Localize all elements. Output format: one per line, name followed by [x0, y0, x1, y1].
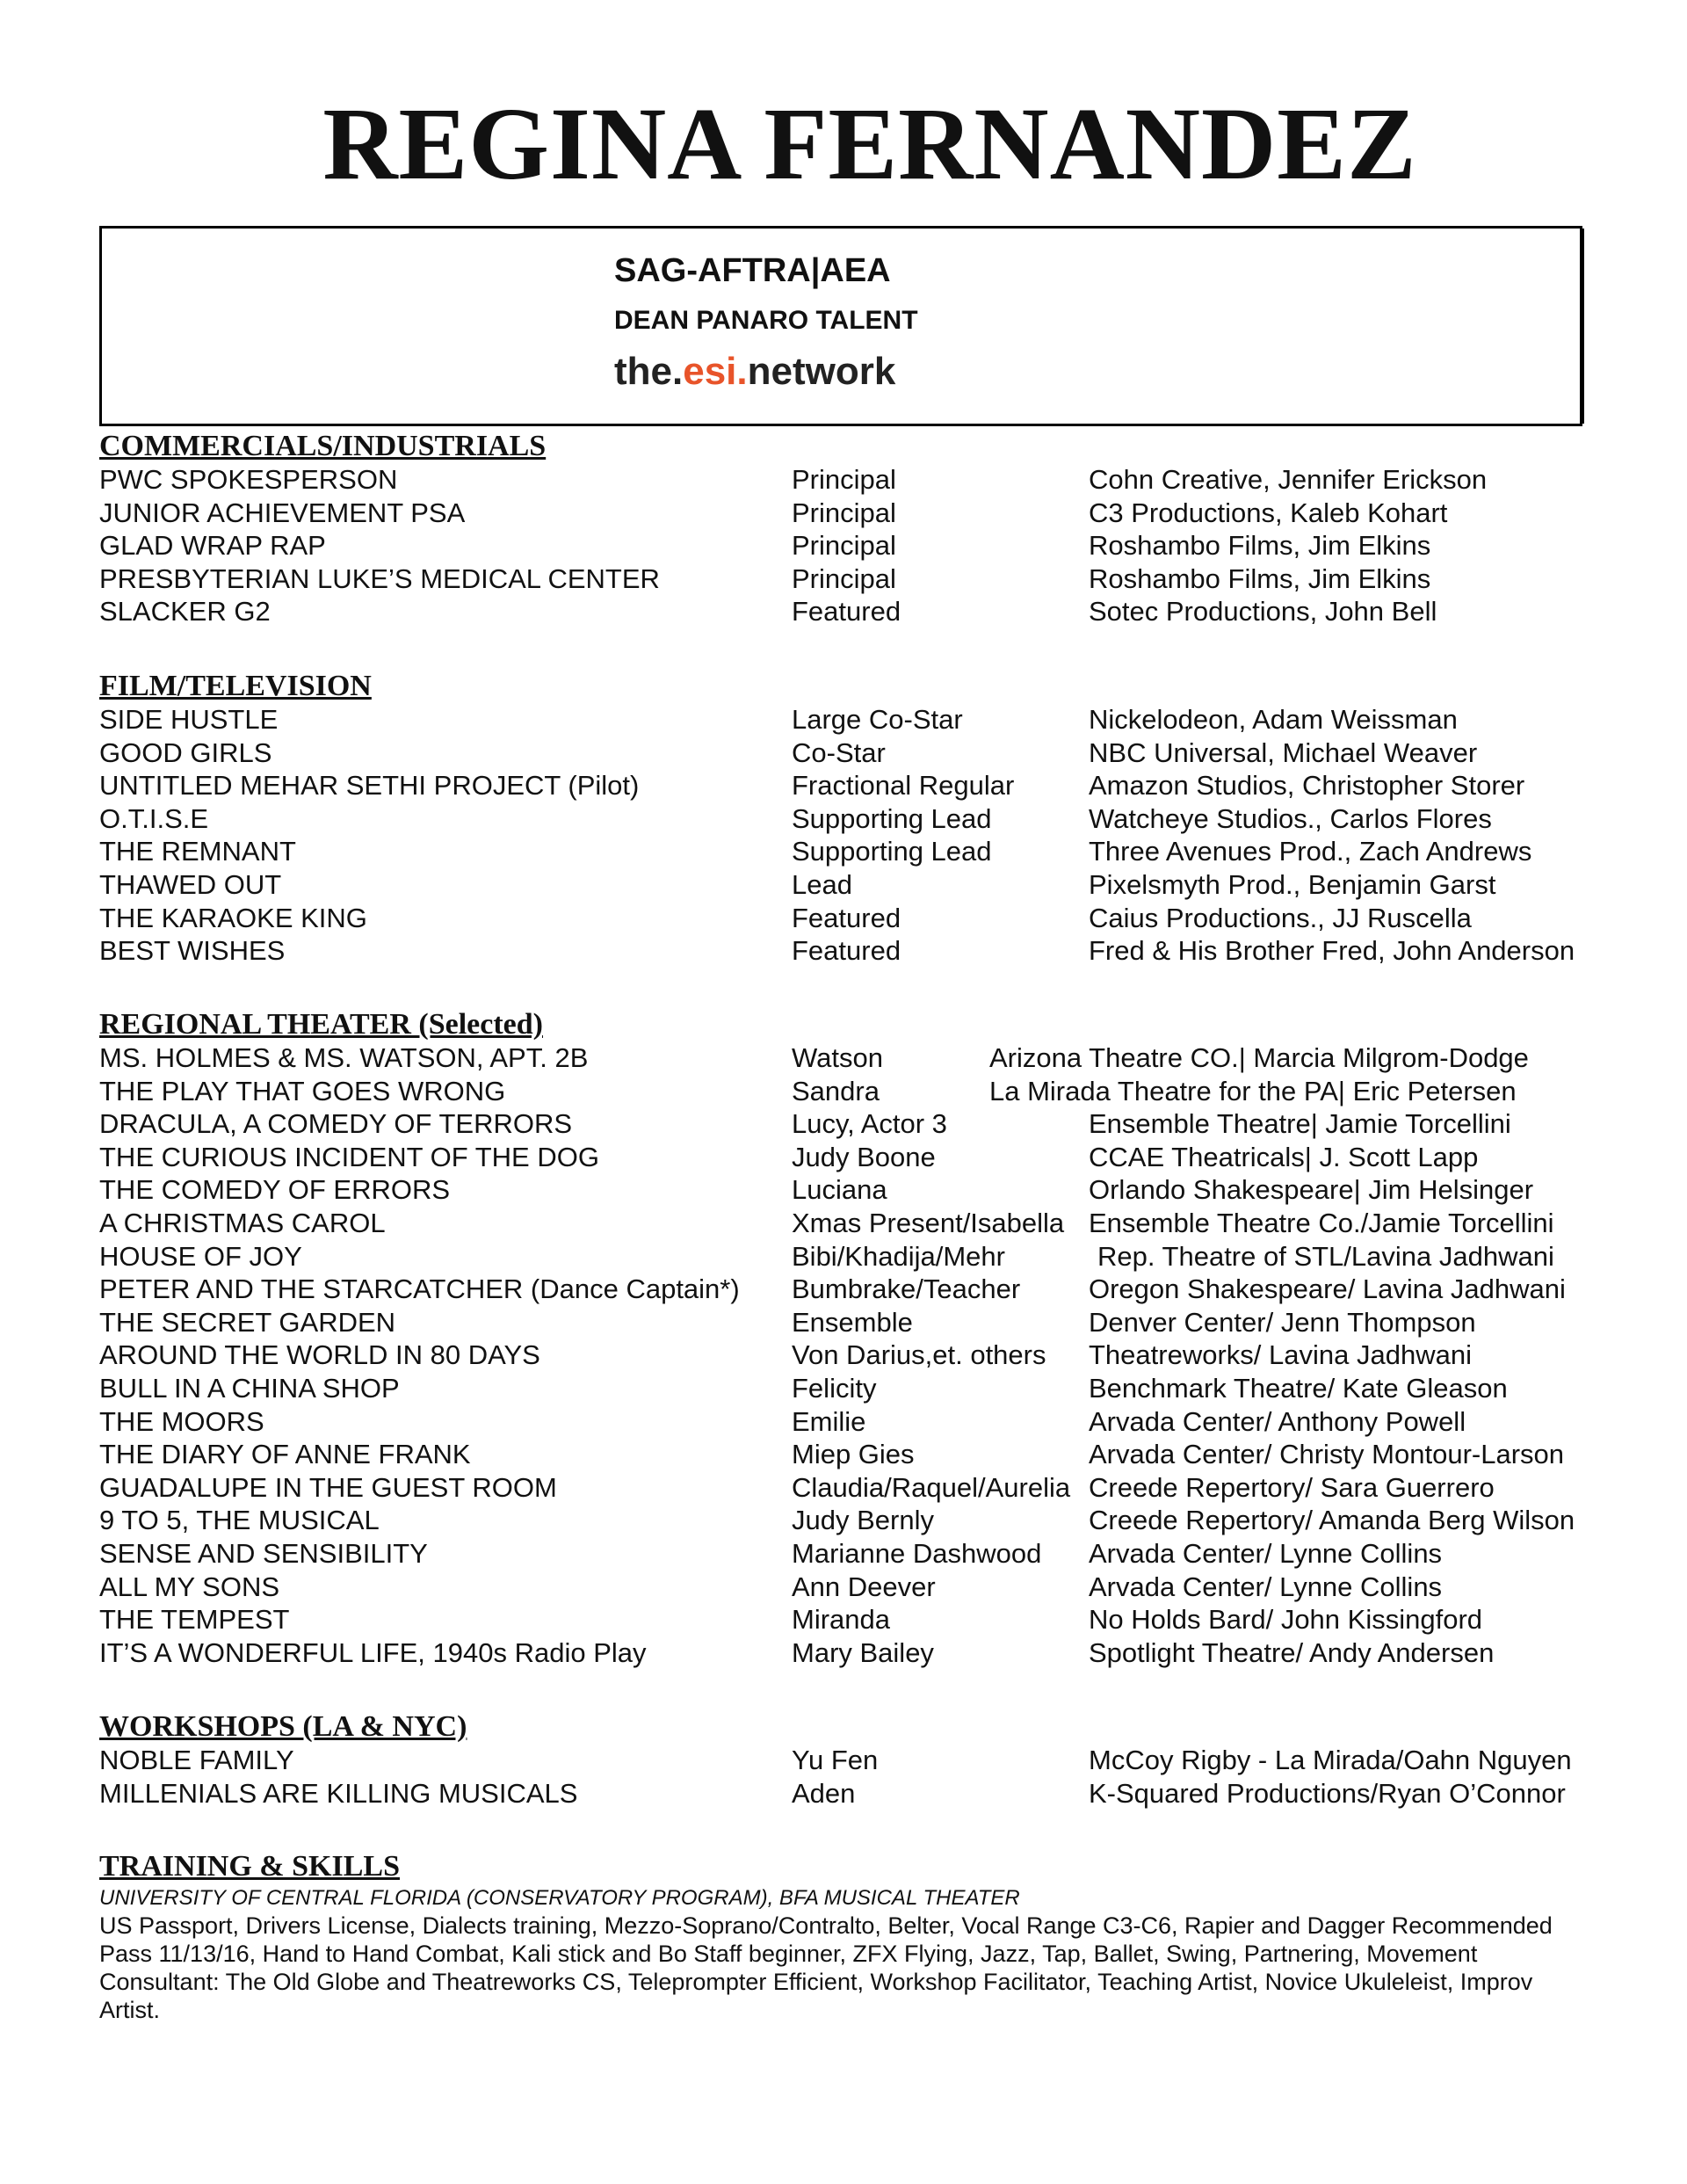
credit-company-director: Roshambo Films, Jim Elkins [1089, 530, 1431, 562]
credit-company-director: K-Squared Productions/Ryan O’Connor [1089, 1777, 1566, 1809]
credit-row [99, 1306, 1611, 1339]
credit-row [99, 736, 1611, 770]
credit-role: Aden [792, 1777, 856, 1809]
credit-role: Lead [792, 868, 852, 900]
credit-role: Principal [792, 562, 896, 594]
credit-row [99, 802, 1611, 836]
credit-role: Large Co-Star [792, 704, 963, 735]
network-logo-part1: the. [614, 350, 684, 393]
credit-role: Fractional Regular [792, 770, 1015, 802]
credit-title: GOOD GIRLS [99, 736, 272, 768]
credit-role: Emilie [792, 1405, 866, 1437]
credit-row [99, 1141, 1611, 1174]
credit-row [99, 1777, 1611, 1810]
credit-title: BULL IN A CHINA SHOP [99, 1372, 400, 1404]
credit-title: SIDE HUSTLE [99, 704, 279, 735]
credit-company-director: Denver Center/ Jenn Thompson [1089, 1306, 1476, 1338]
credit-role: Judy Bernly [792, 1505, 934, 1536]
commercials-list [99, 463, 1611, 628]
credit-title: GUADALUPE IN THE GUEST ROOM [99, 1471, 557, 1503]
network-logo-accent: esi. [683, 350, 748, 393]
credit-title: A CHRISTMAS CAROL [99, 1207, 386, 1238]
credit-role: Principal [792, 464, 896, 495]
credit-row [99, 1537, 1611, 1571]
credit-role: Co-Star [792, 736, 886, 768]
credit-role: Principal [792, 497, 896, 528]
section-title: COMMERCIALS/INDUSTRIALS [99, 430, 547, 462]
credit-title: IT’S A WONDERFUL LIFE, 1940s Radio Play [99, 1636, 647, 1668]
film-list [99, 703, 1611, 968]
credit-role: Claudia/Raquel/Aurelia [792, 1471, 1071, 1503]
credit-role: Sandra [792, 1075, 880, 1107]
credit-role: Yu Fen [792, 1745, 879, 1775]
credit-title: THE DIARY OF ANNE FRANK [99, 1439, 471, 1470]
school-degree: UNIVERSITY OF CENTRAL FLORIDA (CONSERVATORY PROGRAM), BFA MUSICAL THEATER [99, 1886, 1020, 1910]
credit-company-director: Rep. Theatre of STL/Lavina Jadhwani [1097, 1240, 1554, 1272]
credit-role: Supporting Lead [792, 836, 992, 867]
credit-title: THE COMEDY OF ERRORS [99, 1174, 451, 1206]
credit-row [99, 463, 1611, 497]
theater-list [99, 1041, 1611, 1669]
credit-row [99, 497, 1611, 530]
credit-company-director: Arvada Center/ Lynne Collins [1089, 1537, 1443, 1569]
credit-title: THE TEMPEST [99, 1604, 290, 1636]
credit-role: Felicity [792, 1372, 877, 1404]
credit-row [99, 1339, 1611, 1372]
credit-row [99, 902, 1611, 935]
credit-company-director: Roshambo Films, Jim Elkins [1089, 562, 1431, 594]
credit-title: SLACKER G2 [99, 596, 271, 628]
credit-role: Watson [792, 1042, 883, 1073]
theater-section [99, 1008, 1611, 1669]
credit-role: Mary Bailey [792, 1636, 934, 1668]
credit-role: Lucy, Actor 3 [792, 1108, 947, 1140]
credit-company-director: CCAE Theatricals| J. Scott Lapp [1089, 1141, 1479, 1172]
credit-title: THE MOORS [99, 1405, 264, 1437]
credit-role: Xmas Present/Isabella [792, 1207, 1065, 1238]
credit-company-director: Ensemble Theatre Co./Jamie Torcellini [1089, 1207, 1554, 1238]
credit-role: Ensemble [792, 1306, 913, 1338]
credit-title: PETER AND THE STARCATCHER (Dance Captain*) [99, 1273, 740, 1305]
training-section [99, 1850, 1611, 2024]
credit-company-director: Arvada Center/ Christy Montour-Larson [1089, 1439, 1565, 1470]
credit-title: 9 TO 5, THE MUSICAL [99, 1505, 380, 1536]
credit-company-director: Three Avenues Prod., Zach Andrews [1089, 836, 1532, 867]
credit-row [99, 1240, 1611, 1273]
credit-row [99, 835, 1611, 868]
credit-row [99, 769, 1611, 802]
credit-role: Miranda [792, 1604, 890, 1636]
credit-row [99, 1471, 1611, 1505]
credit-company-director: Orlando Shakespeare| Jim Helsinger [1089, 1174, 1534, 1206]
credit-title: THE KARAOKE KING [99, 902, 367, 933]
talent-agency: DEAN PANARO TALENT [614, 306, 918, 335]
credit-role: Bibi/Khadija/Mehr [792, 1240, 1005, 1272]
credit-row [99, 703, 1611, 736]
credit-row [99, 934, 1611, 968]
credit-title: THE PLAY THAT GOES WRONG [99, 1075, 506, 1107]
credit-role: Ann Deever [792, 1571, 936, 1602]
credit-company-director: Creede Repertory/ Amanda Berg Wilson [1089, 1505, 1575, 1536]
section-title: REGIONAL THEATER (Selected) [99, 1008, 543, 1041]
credit-row [99, 562, 1611, 596]
credit-title: GLAD WRAP RAP [99, 530, 326, 562]
credit-role: Supporting Lead [792, 802, 992, 834]
credit-role: Luciana [792, 1174, 887, 1206]
credit-title: HOUSE OF JOY [99, 1240, 302, 1272]
credit-company-director: NBC Universal, Michael Weaver [1089, 736, 1478, 768]
credit-title: MILLENIALS ARE KILLING MUSICALS [99, 1777, 578, 1809]
section-title: WORKSHOPS (LA & NYC) [99, 1710, 467, 1743]
credit-row [99, 1438, 1611, 1471]
credit-company-director: C3 Productions, Kaleb Kohart [1089, 497, 1448, 528]
network-logo [614, 350, 895, 394]
credit-title: THE CURIOUS INCIDENT OF THE DOG [99, 1141, 599, 1172]
credit-company-director: Benchmark Theatre/ Kate Gleason [1089, 1372, 1508, 1404]
section-title: TRAINING & SKILLS [99, 1850, 400, 1883]
credit-role: Von Darius,et. others [792, 1339, 1046, 1371]
credit-role: Judy Boone [792, 1141, 936, 1172]
credit-role: Principal [792, 530, 896, 562]
credit-role: Bumbrake/Teacher [792, 1273, 1021, 1305]
credit-company-director: Arvada Center/ Anthony Powell [1089, 1405, 1466, 1437]
credit-company-director: Cohn Creative, Jennifer Erickson [1089, 464, 1488, 495]
credit-company-director: Watcheye Studios., Carlos Flores [1089, 802, 1492, 834]
credit-title: O.T.I.S.E [99, 802, 209, 834]
credit-company-director: Oregon Shakespeare/ Lavina Jadhwani [1089, 1273, 1566, 1305]
credit-row [99, 1372, 1611, 1405]
credit-role: Marianne Dashwood [792, 1537, 1042, 1569]
credit-company-director: Sotec Productions, John Bell [1089, 596, 1437, 628]
credit-row [99, 1744, 1611, 1777]
credit-row [99, 1603, 1611, 1636]
network-logo-part3: network [747, 350, 896, 393]
credit-role: Featured [792, 902, 901, 933]
credit-company-director: Spotlight Theatre/ Andy Andersen [1089, 1636, 1495, 1668]
credit-row [99, 1571, 1611, 1604]
credit-title: BEST WISHES [99, 935, 286, 967]
credit-company-director: Fred & His Brother Fred, John Anderson [1089, 935, 1575, 967]
representation-box [99, 226, 1582, 426]
credit-company-director: Theatreworks/ Lavina Jadhwani [1089, 1339, 1472, 1371]
credit-row [99, 868, 1611, 902]
credit-title: NOBLE FAMILY [99, 1745, 294, 1775]
credit-company-director: Caius Productions., JJ Ruscella [1089, 902, 1472, 933]
credit-title: THE REMNANT [99, 836, 296, 867]
section-title: FILM/TELEVISION [99, 670, 372, 702]
credit-row [99, 529, 1611, 562]
credit-row [99, 1636, 1611, 1670]
credit-title: THAWED OUT [99, 868, 282, 900]
credit-row [99, 1504, 1611, 1537]
credit-company-director: Ensemble Theatre| Jamie Torcellini [1089, 1108, 1511, 1140]
credit-title: JUNIOR ACHIEVEMENT PSA [99, 497, 466, 528]
credit-row [99, 595, 1611, 628]
workshops-list [99, 1744, 1611, 1810]
credit-row [99, 1207, 1611, 1240]
credit-title: ALL MY SONS [99, 1571, 280, 1602]
actor-name: REGINA FERNANDEZ [322, 86, 1417, 201]
credit-title: MS. HOLMES & MS. WATSON, APT. 2B [99, 1042, 589, 1073]
union-affiliations: SAG-AFTRA|AEA [614, 252, 891, 289]
credit-title: AROUND THE WORLD IN 80 DAYS [99, 1339, 540, 1371]
workshops-section [99, 1710, 1611, 1810]
credit-company-director: Arizona Theatre CO.| Marcia Milgrom-Dodge [989, 1042, 1529, 1073]
credit-company-director: Creede Repertory/ Sara Guerrero [1089, 1471, 1495, 1503]
credit-company-director: Amazon Studios, Christopher Storer [1089, 770, 1525, 802]
credit-title: THE SECRET GARDEN [99, 1306, 396, 1338]
credit-company-director: McCoy Rigby - La Mirada/Oahn Nguyen [1089, 1745, 1572, 1775]
credit-company-director: La Mirada Theatre for the PA| Eric Petersen [989, 1075, 1517, 1107]
credit-title: UNTITLED MEHAR SETHI PROJECT (Pilot) [99, 770, 640, 802]
credit-title: DRACULA, A COMEDY OF TERRORS [99, 1108, 573, 1140]
credit-row [99, 1075, 1611, 1108]
skills-text: US Passport, Drivers License, Dialects training, Mezzo-Soprano/Contralto, Belter, Vocal Range C3-C6, Rapier and Dagger Recommended Pass 11/13/16, Hand to Hand Combat, Kali stick and Bo Staff beginner, ZFX Flying, Jazz, Tap, Ballet, Swing, Partnering, Movement Consultant: The Old Globe and Theatreworks CS, Teleprompter Efficient, Workshop Facilitator, Teaching Artist, Novice Ukuleleist, Improv Artist. [99, 1912, 1553, 2023]
commercials-section [99, 430, 1611, 628]
credit-title: PWC SPOKESPERSON [99, 464, 398, 495]
credit-company-director: Nickelodeon, Adam Weissman [1089, 704, 1458, 735]
credit-role: Miep Gies [792, 1439, 915, 1470]
credit-role: Featured [792, 596, 901, 628]
credit-title: SENSE AND SENSIBILITY [99, 1537, 428, 1569]
credit-row [99, 1107, 1611, 1141]
credit-company-director: No Holds Bard/ John Kissingford [1089, 1604, 1483, 1636]
credit-row [99, 1041, 1611, 1075]
film-section [99, 670, 1611, 968]
credit-row [99, 1173, 1611, 1207]
credit-row [99, 1405, 1611, 1439]
credit-row [99, 1273, 1611, 1306]
credit-company-director: Arvada Center/ Lynne Collins [1089, 1571, 1443, 1602]
credit-title: PRESBYTERIAN LUKE’S MEDICAL CENTER [99, 562, 660, 594]
credit-company-director: Pixelsmyth Prod., Benjamin Garst [1089, 868, 1496, 900]
credit-role: Featured [792, 935, 901, 967]
